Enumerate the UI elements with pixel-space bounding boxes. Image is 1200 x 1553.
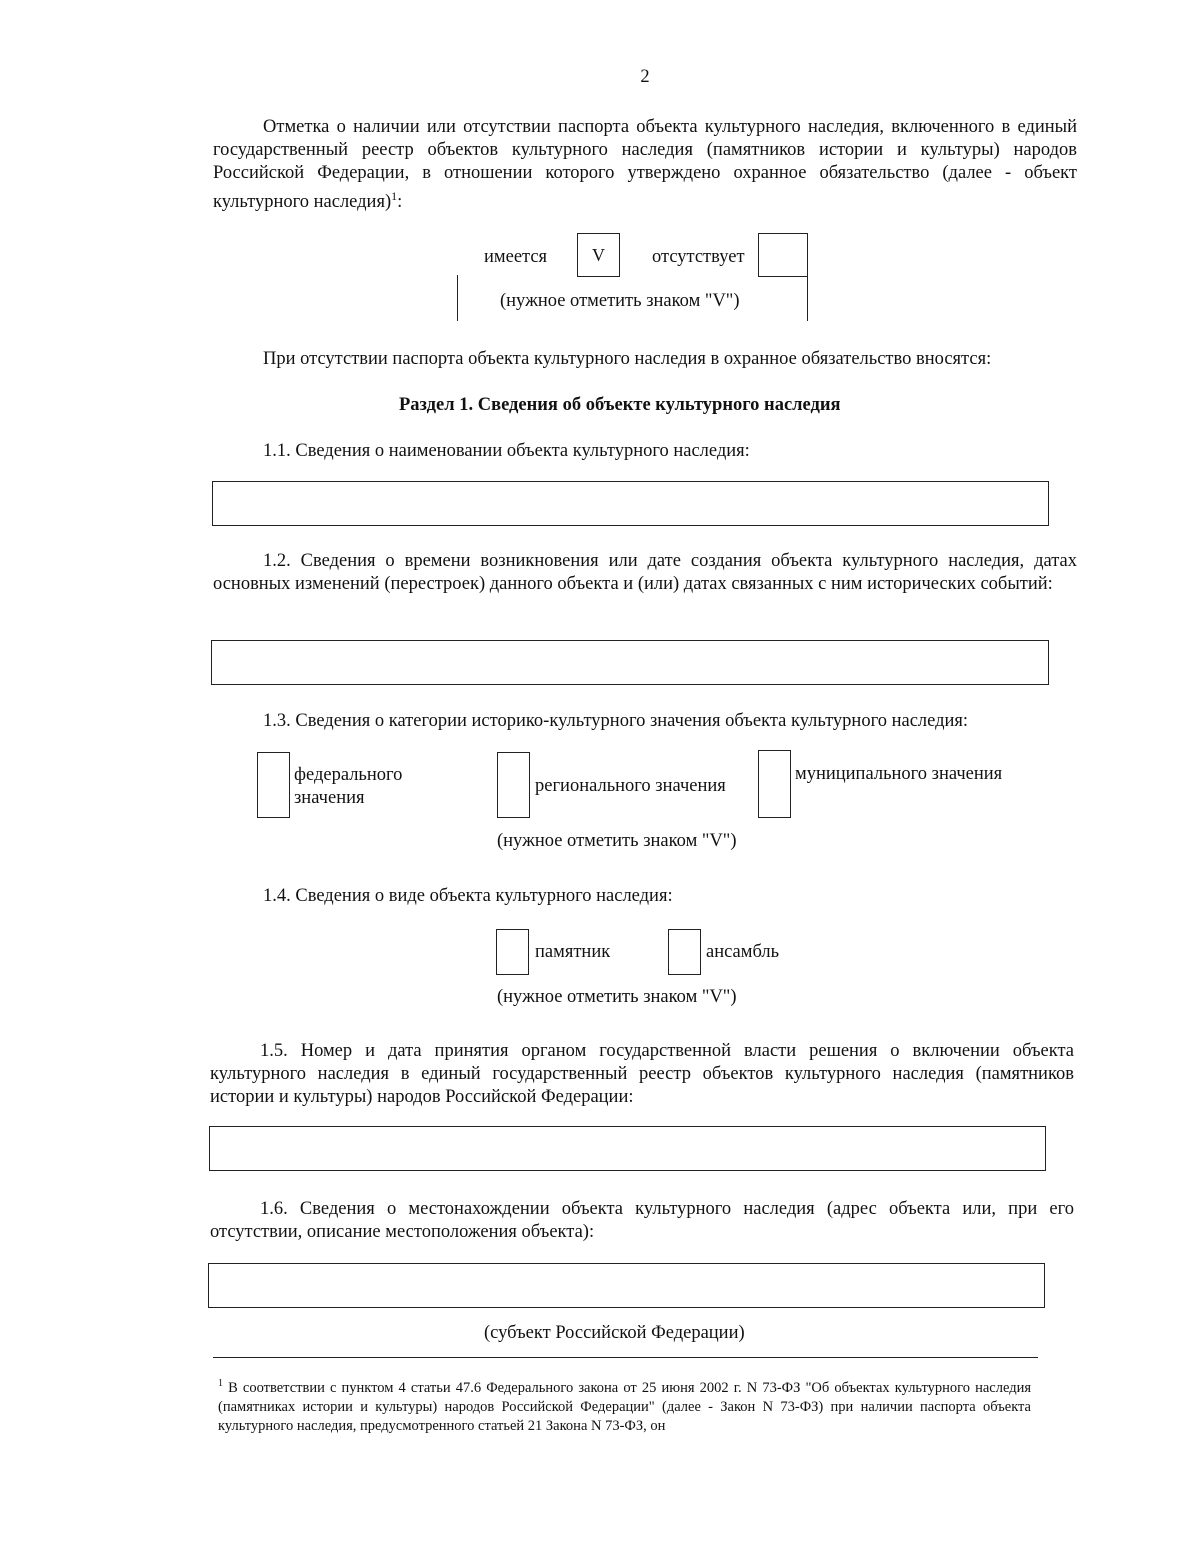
item-1-6-caption: (субъект Российской Федерации) xyxy=(484,1323,745,1343)
option-absent-checkbox[interactable] xyxy=(758,233,808,277)
category-federal-checkbox[interactable] xyxy=(257,752,290,818)
passport-bracket-left xyxy=(457,275,458,321)
item-1-3-label: 1.3. Сведения о категории историко-культурного значения объекта культурного наследия: xyxy=(263,711,969,731)
item-1-2-field[interactable] xyxy=(211,640,1049,685)
footnote-number: 1 xyxy=(218,1378,223,1389)
item-1-6-label: 1.6. Сведения о местонахождении объекта культурного наследия (адрес объекта или, при его отсутствии, описание местоположения объекта): xyxy=(210,1199,1074,1242)
item-1-1-label: 1.1. Сведения о наименовании объекта культурного наследия: xyxy=(263,441,750,461)
section-title: Раздел 1. Сведения об объекте культурного наследия xyxy=(399,395,841,415)
item-1-2-label: 1.2. Сведения о времени возникновения или дате создания объекта культурного наследия, датах основных изменений (перестроек) данного объекта и (или) датах связанных с ним исторических событий: xyxy=(213,551,1077,594)
footnote-text: В соответствии с пунктом 4 статьи 47.6 Федерального закона от 25 июня 2002 г. N 73-ФЗ "Об объектах культурного наследия (памятниках истории и культуры) народов Российской Федерации" (далее - Закон N 73-ФЗ) при наличии паспорта объекта культурного наследия, предусмотренного статьей 21 Закона N 73-ФЗ, он xyxy=(218,1379,1032,1434)
page-number: 2 xyxy=(640,67,650,87)
category-federal-label: федерального значения xyxy=(294,765,403,808)
item-1-4-hint: (нужное отметить знаком "V") xyxy=(497,987,737,1007)
option-has-label: имеется xyxy=(484,247,548,267)
footnote-separator xyxy=(213,1357,1038,1358)
item-1-4-label: 1.4. Сведения о виде объекта культурного наследия: xyxy=(263,886,673,906)
absence-note: При отсутствии паспорта объекта культурного наследия в охранное обязательство вносятся: xyxy=(263,349,992,369)
item-1-5-label: 1.5. Номер и дата принятия органом государственной власти решения о включении объекта культурного наследия в единый государственный реестр объектов культурного наследия (памятников истории и культуры) народов Российской Федерации: xyxy=(210,1041,1074,1107)
footnote-ref: 1 xyxy=(391,189,398,203)
option-has-checkbox[interactable] xyxy=(577,233,620,277)
intro-tail: : xyxy=(397,192,403,213)
intro-text: Отметка о наличии или отсутствии паспорта объекта культурного наследия, включенного в единый государственный реестр объектов культурного наследия (памятников истории и культуры) народов Российской Федерации, в отношении которого утверждено охранное обязательство (далее - объект культурного наследия) xyxy=(213,117,1077,213)
category-municipal-label: муниципального значения xyxy=(795,764,1003,784)
passport-hint: (нужное отметить знаком "V") xyxy=(500,291,740,311)
item-1-6-field[interactable] xyxy=(208,1263,1045,1308)
option-has-mark: V xyxy=(592,245,605,265)
category-regional-checkbox[interactable] xyxy=(497,752,530,818)
type-ensemble-checkbox[interactable] xyxy=(668,929,701,975)
type-monument-checkbox[interactable] xyxy=(496,929,529,975)
intro-paragraph xyxy=(213,116,1077,214)
type-ensemble-label: ансамбль xyxy=(706,942,780,962)
item-1-1-field[interactable] xyxy=(212,481,1049,526)
option-absent-label: отсутствует xyxy=(652,247,745,267)
passport-bracket-right xyxy=(807,275,808,321)
item-1-3-hint: (нужное отметить знаком "V") xyxy=(497,831,737,851)
category-municipal-checkbox[interactable] xyxy=(758,750,791,818)
type-monument-label: памятник xyxy=(535,942,611,962)
footnote xyxy=(218,1374,1031,1436)
item-1-5-field[interactable] xyxy=(209,1126,1046,1171)
category-regional-label: регионального значения xyxy=(535,776,726,796)
